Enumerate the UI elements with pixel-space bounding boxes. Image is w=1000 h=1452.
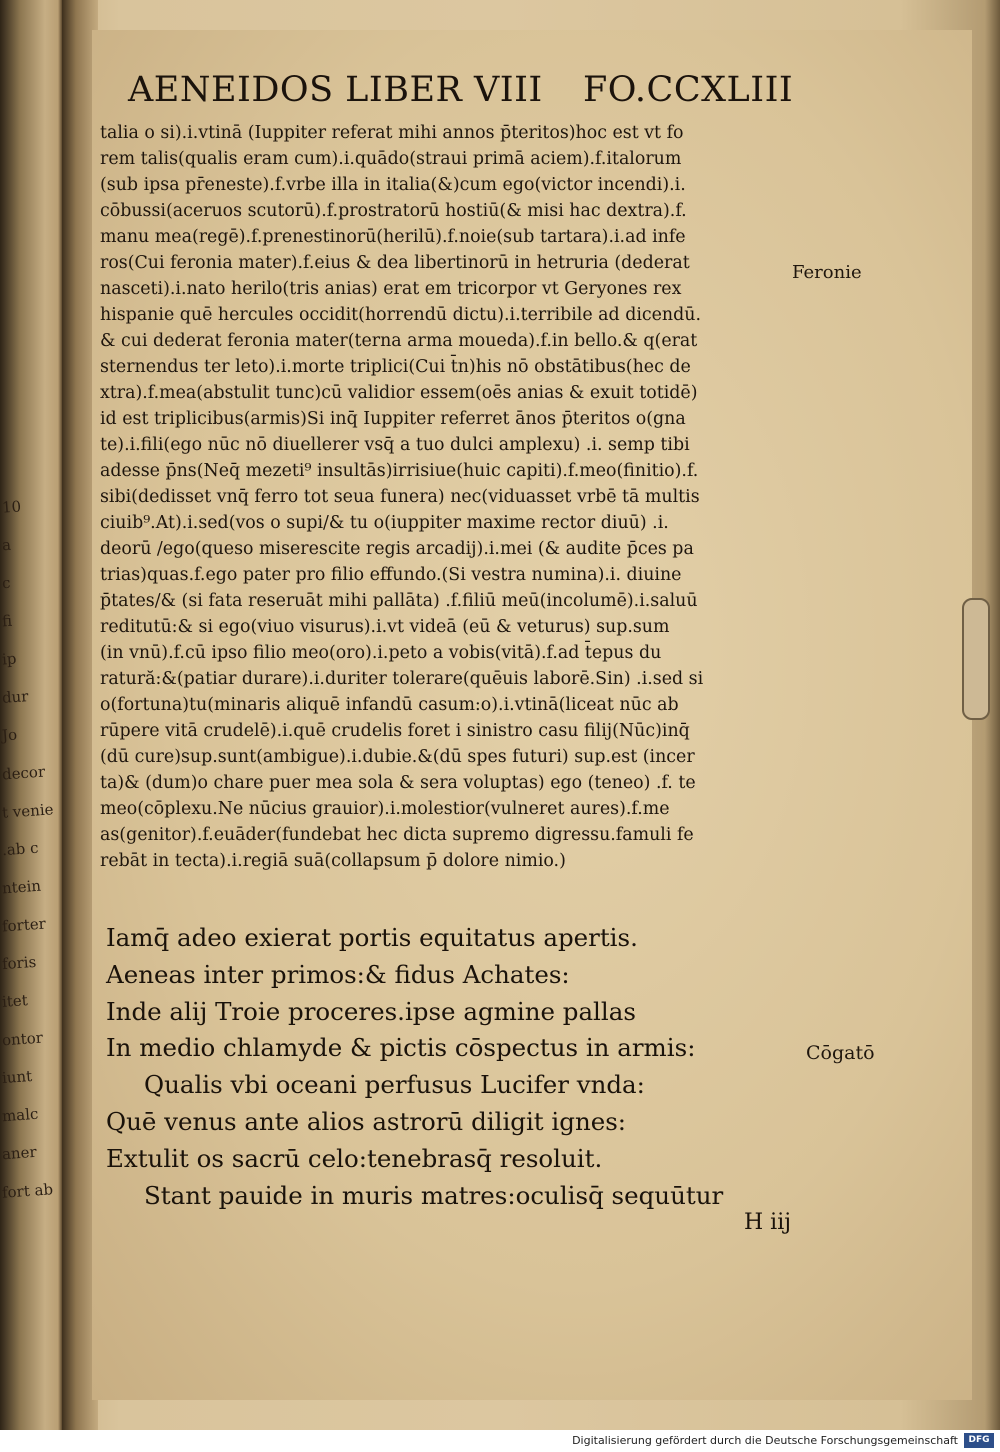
commentary-line: sternendus ter leto).i.morte triplici(Cui t̄n)his nō obstātibus(hec de [100, 357, 691, 377]
commentary-line: te).i.fili(ego nūc nō diuellerer vsq̄ a tuo dulci amplexu) .i. semp tibi [100, 435, 690, 455]
verse-line: Quē venus ante alios astrorū diligit ignes: [106, 1106, 627, 1136]
commentary-line: sibi(dedisset vnq̄ ferro tot seua funera) nec(viduasset vrbē tā multis [100, 487, 700, 507]
facing-page-fragment: Jo [1, 725, 18, 745]
facing-page-fragment: foris [1, 952, 37, 974]
signature-mark: H iij [744, 1210, 792, 1235]
commentary-line: rebāt in tecta).i.regiā suā(collapsum p̄ dolore nimio.) [100, 851, 566, 871]
commentary-line: trias)quas.f.ego pater pro filio effundo.(Si vestra numina).i. diuine [100, 565, 682, 585]
commentary-line: o(fortuna)tu(minaris aliquē infandū casum:o).i.vtinā(liceat nūc ab [100, 695, 679, 715]
facing-page-fragment: .ab c [1, 838, 40, 860]
commentary-line: reditutū:& si ego(viuo visurus).i.vt videā (eū & veturus) sup.sum [100, 617, 670, 637]
verse-line: Aeneas inter primos:& fidus Achates: [106, 959, 570, 989]
commentary-line: p̄tates/& (si fata reseruāt mihi pallāta) .f.filiū meū(incolumē).i.saluū [100, 591, 698, 611]
facing-page-fragment: a [1, 535, 12, 555]
verse-line: Inde alij Troie proceres.ipse agmine pallas [106, 996, 636, 1026]
header-folio-number: FO.CCXLIII [583, 70, 794, 110]
facing-page-fragment: fi [1, 611, 13, 631]
commentary-line: ratură:&(patiar durare).i.duriter tolerare(quēuis laborē.Sin) .i.sed si [100, 669, 704, 689]
facing-page-fragment: ntein [1, 876, 42, 898]
verse-line: In medio chlamyde & pictis cōspectus in armis: [106, 1033, 696, 1063]
commentary-line: (in vnū).f.cū ipso filio meo(oro).i.peto a vobis(vitā).f.ad t̄epus du [100, 643, 662, 663]
commentary-line: deorū /ego(queso miserescite regis arcadij).i.mei (& audite p̄ces pa [100, 539, 694, 559]
running-header [128, 70, 828, 120]
verse-block [106, 920, 826, 1214]
commentary-line: rem talis(qualis eram cum).i.quādo(straui primā aciem).f.italorum [100, 149, 682, 169]
verse-line: Stant pauide in muris matres:oculisq̄ sequūtur [144, 1180, 724, 1210]
facing-page-fragment: ontor [1, 1028, 44, 1050]
facing-page-fragment: t venie [1, 800, 55, 822]
commentary-line: meo(cōplexu.Ne nūcius grauior).i.molestior(vulneret aures).f.me [100, 799, 670, 819]
commentary-line: as(genitor).f.euāder(fundebat hec dicta supremo digressu.famuli fe [100, 825, 694, 845]
commentary-line: & cui dederat feronia mater(terna arma moueda).f.in bello.& q(erat [100, 331, 698, 351]
facing-page-edge [0, 0, 62, 1452]
commentary-line: ta)& (dum)o chare puer mea sola & sera voluptas) ego (teneo) .f. te [100, 773, 696, 793]
facing-page-fragment: ip [1, 649, 17, 669]
commentary-line: xtra).f.mea(abstulit tunc)cū validior essem(oēs anias & exuit totidē) [100, 383, 698, 403]
facing-page-fragment: dur [1, 687, 29, 707]
margin-note-cognato: Cōgatō [806, 1042, 875, 1064]
commentary-line: cōbussi(aceruos scutorū).f.prostratorū hostiū(& misi hac dextra).f. [100, 201, 687, 221]
footer-credit: Digitalisierung gefördert durch die Deutsche Forschungsgemeinschaft [572, 1434, 958, 1447]
facing-page-fragment: iunt [1, 1066, 33, 1088]
facing-page-fragment: 10 [1, 497, 22, 517]
commentary-line: adesse p̄ns(Neq̄ mezeti⁹ insultās)irrisiue(huic capiti).f.meo(finitio).f. [100, 461, 699, 481]
commentary-line: hispanie quē hercules occidit(horrendū dictu).i.terribile ad dicendū. [100, 305, 701, 325]
footer-bar [0, 1430, 1000, 1452]
verse-line: Extulit os sacrū celo:tenebrasq̄ resoluit. [106, 1143, 603, 1173]
verse-line: Iamq̄ adeo exierat portis equitatus apertis. [106, 923, 638, 952]
commentary-line: (dū cure)sup.sunt(ambigue).i.dubie.&(dū spes futuri) sup.est (incer [100, 747, 695, 767]
commentary-line: rūpere vitā crudelē).i.quē crudelis foret i sinistro casu filij(Nūc)inq̄ [100, 721, 690, 741]
commentary-line: nasceti).i.nato herilo(tris anias) erat em tricorpor vt Geryones rex [100, 279, 682, 299]
facing-page-fragment: c [1, 573, 11, 593]
commentary-line: id est triplicibus(armis)Si inq̄ Iuppiter referret ānos p̄teritos o(gna [100, 409, 686, 429]
header-book-title: AENEIDOS LIBER VIII [128, 70, 543, 110]
facing-page-fragment: malc [1, 1104, 39, 1126]
commentary-block [100, 120, 800, 874]
margin-note-feronia: Feronie [792, 262, 862, 283]
commentary-line: ros(Cui feronia mater).f.eius & dea libertinorū in hetruria (dederat [100, 253, 690, 273]
facing-page-fragment: itet [1, 991, 29, 1011]
commentary-line: ciuib⁹.At).i.sed(vos o supi/& tu o(iuppiter maxime rector diuū) .i. [100, 513, 669, 533]
commentary-line: (sub ipsa pr̄eneste).f.vrbe illa in italia(&)cum ego(victor incendi).i. [100, 175, 686, 195]
commentary-line: manu mea(regē).f.prenestinorū(herilū).f.noie(sub tartara).i.ad infe [100, 227, 686, 247]
facing-page-fragment: forter [1, 914, 47, 936]
facing-page-fragment: aner [1, 1142, 38, 1164]
facing-page-fragment: fort ab [1, 1180, 54, 1202]
verse-line: Qualis vbi oceani perfusus Lucifer vnda: [144, 1070, 645, 1100]
page-tab-marker [962, 598, 990, 720]
facing-page-fragment: decor [1, 762, 46, 784]
commentary-line: talia o si).i.vtinā (Iuppiter referat mihi annos p̄teritos)hoc est vt fo [100, 123, 684, 143]
dfg-logo: DFG [964, 1433, 994, 1448]
